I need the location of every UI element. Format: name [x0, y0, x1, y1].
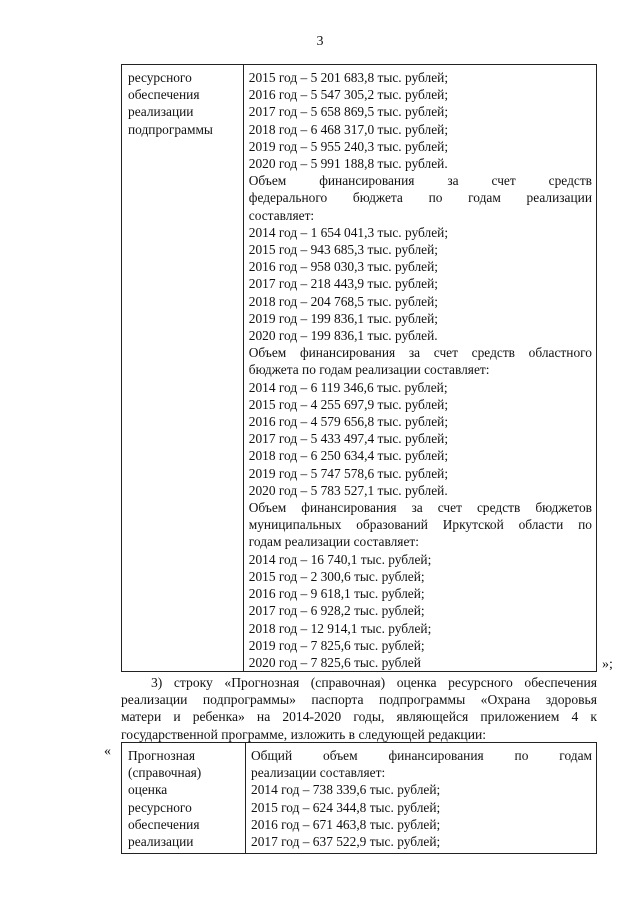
text-line: 2016 год – 9 618,1 тыс. рублей;: [248, 586, 425, 602]
text-line: 2019 год – 7 825,6 тыс. рублей;: [248, 637, 425, 653]
forecast-resource-table: [121, 742, 597, 854]
text-line: 2020 год – 7 825,6 тыс. рублей: [248, 654, 421, 670]
text-line: 2018 год – 12 914,1 тыс. рублей;: [248, 620, 432, 636]
text-line: 2015 год – 5 201 683,8 тыс. рублей;: [248, 70, 449, 85]
text-line: 2017 год – 5 433 497,4 тыс. рублей;: [248, 431, 449, 447]
paragraph-line: матери и ребенка» на 2014-2020 годы, являющейся приложением 4 к: [121, 709, 597, 725]
text-line: реализации: [128, 834, 194, 850]
text-line: 2014 год – 6 119 346,6 тыс. рублей;: [248, 379, 448, 395]
text-line: 2015 год – 943 685,3 тыс. рублей;: [248, 242, 438, 258]
text-line: 2019 год – 199 836,1 тыс. рублей;: [248, 310, 438, 326]
text-line: подпрограммы: [128, 121, 213, 137]
row-value: [246, 743, 596, 850]
closing-quote-mark: »;: [602, 657, 613, 672]
row-value-cell: [243, 65, 596, 672]
row-label-cell: [122, 65, 244, 672]
text-line: 2014 год – 738 339,6 тыс. рублей;: [251, 782, 441, 798]
text-line: ресурсного: [128, 799, 192, 815]
text-line: ресурсного: [128, 70, 192, 85]
text-line: 2016 год – 4 579 656,8 тыс. рублей;: [248, 414, 449, 430]
text-line: составляет:: [248, 207, 315, 223]
text-line: 2018 год – 204 768,5 тыс. рублей;: [248, 293, 438, 309]
text-line: 2018 год – 6 250 634,4 тыс. рублей;: [248, 448, 449, 464]
opening-quote-mark: «: [104, 744, 111, 759]
text-line: 2018 год – 6 468 317,0 тыс. рублей;: [248, 121, 449, 137]
text-line: оценка: [128, 782, 168, 798]
text-line: 2019 год – 5 955 240,3 тыс. рублей;: [248, 138, 449, 154]
text-line: 2020 год – 5 991 188,8 тыс. рублей.: [248, 156, 448, 172]
resource-table-continued: [121, 64, 597, 672]
text-line: Объем финансирования за счет средств: [248, 173, 592, 189]
text-line: Общий объем финансирования по годам: [251, 748, 592, 763]
text-line: 2017 год – 218 443,9 тыс. рублей;: [248, 276, 438, 292]
row-label: [122, 65, 243, 138]
text-line: (справочная): [128, 765, 202, 781]
text-line: бюджета по годам реализации составляет:: [248, 362, 490, 378]
text-line: реализации: [128, 104, 194, 120]
text-line: обеспечения: [128, 87, 200, 103]
text-line: 2019 год – 5 747 578,6 тыс. рублей;: [248, 465, 449, 481]
paragraph-line: 3) строку «Прогнозная (справочная) оценка ресурсного обеспечения: [151, 675, 597, 690]
text-line: 2015 год – 2 300,6 тыс. рублей;: [248, 568, 425, 584]
text-line: 2015 год – 4 255 697,9 тыс. рублей;: [248, 396, 449, 412]
text-line: 2017 год – 637 522,9 тыс. рублей;: [251, 834, 441, 850]
text-line: Объем финансирования за счет средств бюджетов: [248, 500, 592, 516]
text-line: муниципальных образований Иркутской области по: [248, 517, 592, 533]
text-line: 2020 год – 5 783 527,1 тыс. рублей.: [248, 482, 448, 498]
paragraph-line: реализации подпрограммы» паспорта подпрограммы «Охрана здоровья: [121, 692, 597, 708]
paragraph-line: государственной программе, изложить в следующей редакции:: [121, 726, 487, 742]
row-label-cell: [122, 743, 246, 854]
text-line: Прогнозная: [128, 748, 195, 763]
text-line: 2016 год – 958 030,3 тыс. рублей;: [248, 259, 438, 275]
text-line: федерального бюджета по годам реализации: [248, 190, 592, 206]
text-line: 2015 год – 624 344,8 тыс. рублей;: [251, 799, 441, 815]
text-line: 2017 год – 6 928,2 тыс. рублей;: [248, 603, 425, 619]
page-number: 3: [316, 34, 324, 49]
text-line: реализации составляет:: [251, 765, 386, 781]
text-line: 2017 год – 5 658 869,5 тыс. рублей;: [248, 104, 449, 120]
text-line: Объем финансирования за счет средств областного: [248, 345, 592, 361]
text-line: обеспечения: [128, 816, 200, 832]
row-value: [244, 65, 596, 671]
text-line: 2014 год – 1 654 041,3 тыс. рублей;: [248, 224, 449, 240]
row-label: [122, 743, 245, 850]
text-line: 2020 год – 199 836,1 тыс. рублей.: [248, 328, 438, 344]
text-line: 2014 год – 16 740,1 тыс. рублей;: [248, 551, 432, 567]
text-line: 2016 год – 671 463,8 тыс. рублей;: [251, 816, 441, 832]
row-value-cell: [246, 743, 597, 854]
amendment-paragraph: [121, 674, 597, 743]
text-line: годам реализации составляет:: [248, 534, 419, 550]
text-line: 2016 год – 5 547 305,2 тыс. рублей;: [248, 87, 449, 103]
